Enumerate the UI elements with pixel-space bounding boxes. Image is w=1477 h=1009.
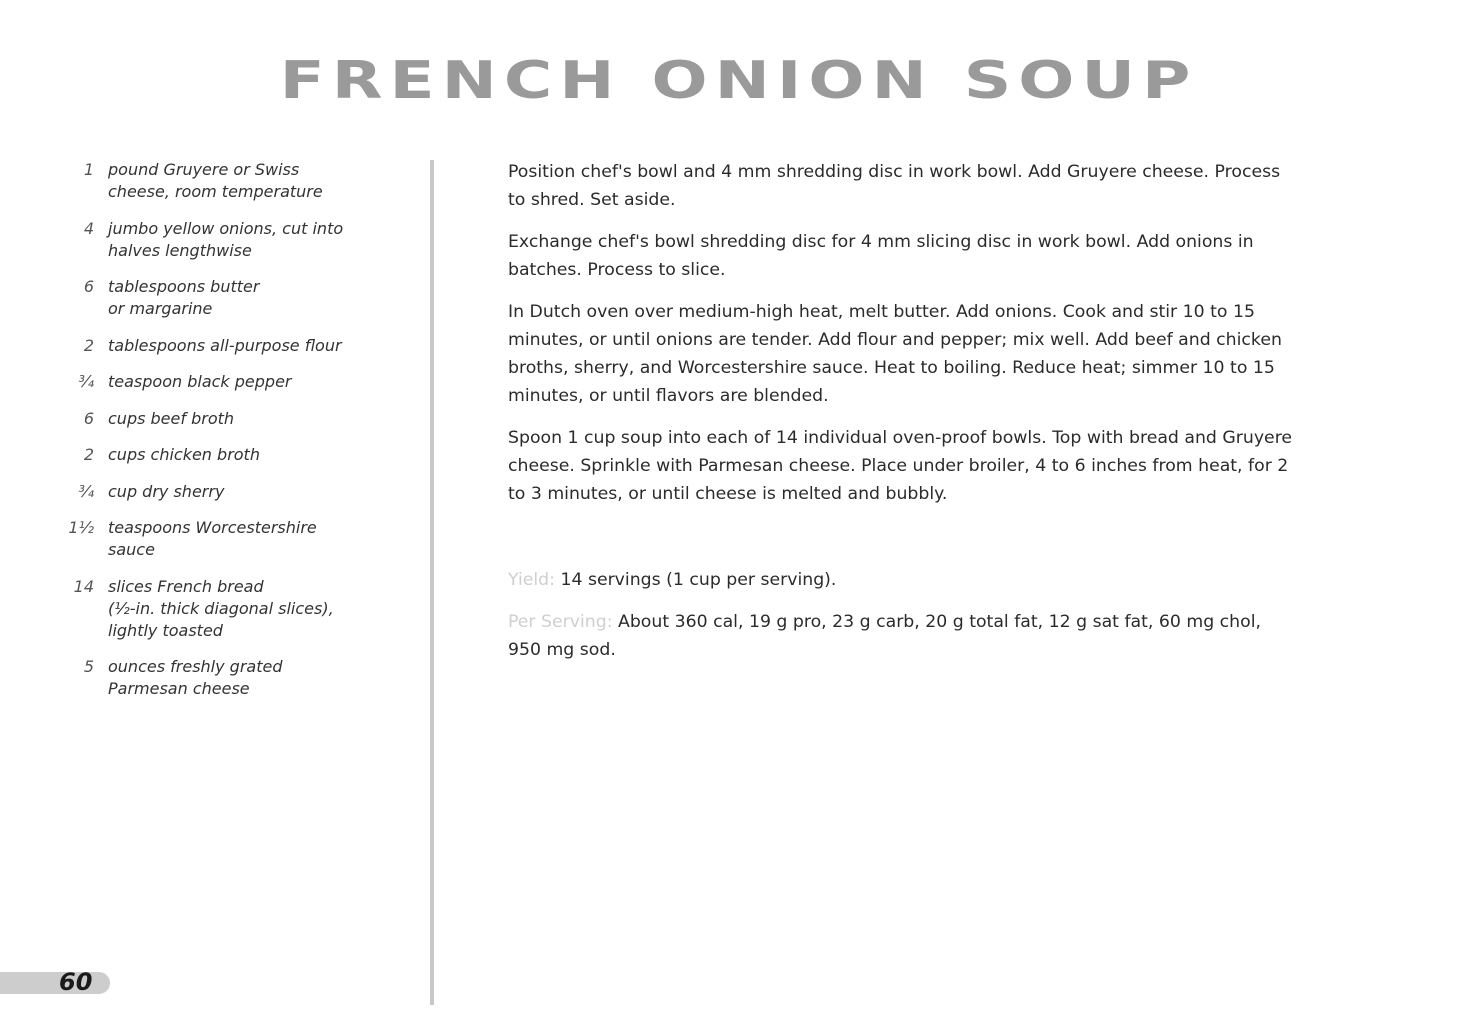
ingredient-description: cup dry sherry <box>108 481 225 501</box>
yield-value: 14 servings (1 cup per serving). <box>554 570 837 590</box>
column-divider <box>430 160 434 1005</box>
ingredient-quantity: ¾ <box>78 481 94 501</box>
ingredient-description: tablespoons all-purpose flour <box>108 335 342 355</box>
ingredient-list <box>60 159 420 715</box>
ingredient-description: jumbo yellow onions, cut into halves lengthwise <box>108 218 344 260</box>
ingredient-item <box>60 576 420 642</box>
ingredient-item <box>60 335 420 357</box>
direction-step: Spoon 1 cup soup into each of 14 individual oven-proof bowls. Top with bread and Gruyere cheese. Sprinkle with Parmesan cheese. Place under broiler, 4 to 6 inches from heat, for 2 to 3 minutes, or until cheese is melted and bubbly. <box>508 428 1293 504</box>
ingredient-description: teaspoon black pepper <box>108 372 292 391</box>
ingredient-item <box>60 371 420 393</box>
ingredient-description: tablespoons butter or margarine <box>108 277 260 318</box>
recipe-title: FRENCH ONION SOUP <box>279 50 1198 111</box>
page-number: 60 <box>59 968 93 996</box>
ingredient-item <box>60 159 420 203</box>
direction-step: Position chef's bowl and 4 mm shredding disc in work bowl. Add Gruyere cheese. Process to shred. Set aside. <box>508 162 1281 210</box>
per-serving-line <box>508 608 1298 664</box>
nutrition-info <box>508 566 1298 678</box>
yield-line <box>508 566 1298 594</box>
ingredient-quantity: ¾ <box>78 372 94 391</box>
ingredient-item <box>60 218 420 262</box>
yield-label: Yield: <box>508 570 555 590</box>
direction-step: Exchange chef's bowl shredding disc for 4 mm slicing disc in work bowl. Add onions in batches. Process to slice. <box>508 232 1254 280</box>
ingredient-quantity: 5 <box>83 657 94 676</box>
per-serving-value: About 360 cal, 19 g pro, 23 g carb, 20 g total fat, 12 g sat fat, 60 mg chol, 950 mg sod. <box>508 612 1261 660</box>
ingredient-item <box>60 656 420 700</box>
ingredient-quantity: 6 <box>83 277 94 296</box>
ingredient-item <box>60 444 420 466</box>
page-number-tab <box>0 972 110 994</box>
ingredient-description: ounces freshly grated Parmesan cheese <box>108 657 283 698</box>
directions <box>508 158 1298 522</box>
ingredient-description: pound Gruyere or Swiss cheese, room temperature <box>108 160 323 201</box>
ingredient-quantity: 2 <box>83 335 94 355</box>
ingredient-quantity: 14 <box>73 576 94 596</box>
direction-step: In Dutch oven over medium-high heat, melt butter. Add onions. Cook and stir 10 to 15 minutes, or until onions are tender. Add flour and pepper; mix well. Add beef and chicken broths, sherry, and Worcestershire sauce. Heat to boiling. Reduce heat; simmer 10 to 15 minutes, or until flavors are blended. <box>508 302 1282 406</box>
ingredient-description: slices French bread (½-in. thick diagonal slices), lightly toasted <box>108 576 334 640</box>
ingredient-description: teaspoons Worcestershire sauce <box>108 518 317 559</box>
ingredient-description: cups chicken broth <box>108 445 260 464</box>
ingredient-item <box>60 276 420 320</box>
ingredient-quantity: 2 <box>83 445 94 464</box>
ingredient-quantity: 1 <box>83 160 94 179</box>
ingredient-item <box>60 481 420 503</box>
ingredient-quantity: 1½ <box>68 518 94 537</box>
ingredient-quantity: 4 <box>83 218 94 238</box>
ingredient-item <box>60 408 420 430</box>
ingredient-quantity: 6 <box>83 408 94 428</box>
ingredient-description: cups beef broth <box>108 408 235 428</box>
per-serving-label: Per Serving: <box>508 612 613 632</box>
ingredient-item <box>60 517 420 561</box>
